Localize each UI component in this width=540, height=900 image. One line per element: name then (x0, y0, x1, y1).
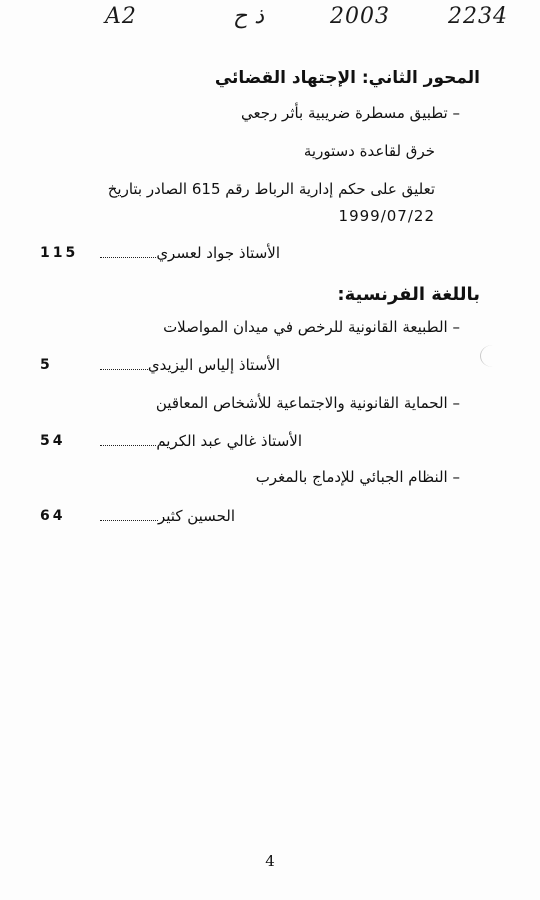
handwritten-note-4: 2234 (448, 4, 508, 29)
author-name: الحسين كثير (158, 507, 235, 525)
dot-leader (100, 369, 148, 370)
dot-leader (100, 257, 156, 258)
toc-item-subtitle: خرق لقاعدة دستورية (303, 142, 435, 160)
page-reference: 64 (40, 508, 66, 524)
page-reference: 115 (40, 245, 79, 261)
toc-author-row (40, 354, 280, 376)
handwritten-note-1: A2 (105, 4, 137, 29)
author-name: الأستاذ إلياس اليزيدي (147, 356, 280, 374)
toc-author-row (40, 430, 302, 452)
page-reference: 5 (40, 357, 53, 373)
toc-item-title: – الحماية القانونية والاجتماعية للأشخاص المعاقين (155, 394, 460, 412)
page-number: 4 (265, 852, 275, 870)
toc-author-row (40, 505, 235, 527)
toc-item-title: – الطبيعة القانونية للرخص في ميدان المواصلات (163, 318, 460, 336)
dot-leader (100, 445, 156, 446)
handwritten-note-2: ذ ح (233, 4, 264, 29)
toc-item-title: – تطبيق مسطرة ضريبية بأثر رجعي (241, 104, 460, 122)
toc-author-row (40, 242, 280, 264)
page-reference: 54 (40, 433, 66, 449)
author-name: الأستاذ جواد لعسري (156, 244, 280, 262)
section-heading-axis2: المحور الثاني: الإجتهاد القضائي (214, 68, 480, 88)
handwritten-note-3: 2003 (330, 4, 390, 29)
dot-leader (100, 520, 158, 521)
toc-item-date: 1999/07/22 (338, 207, 435, 225)
author-name: الأستاذ غالي عبد الكريم (156, 432, 302, 450)
toc-item-description: تعليق على حكم إدارية الرباط رقم 615 الصادر بتاريخ (107, 180, 435, 198)
toc-item-title: – النظام الجبائي للإدماج بالمغرب (255, 468, 460, 486)
section-heading-french: باللغة الفرنسية: (337, 284, 480, 305)
scan-mark (480, 345, 505, 367)
